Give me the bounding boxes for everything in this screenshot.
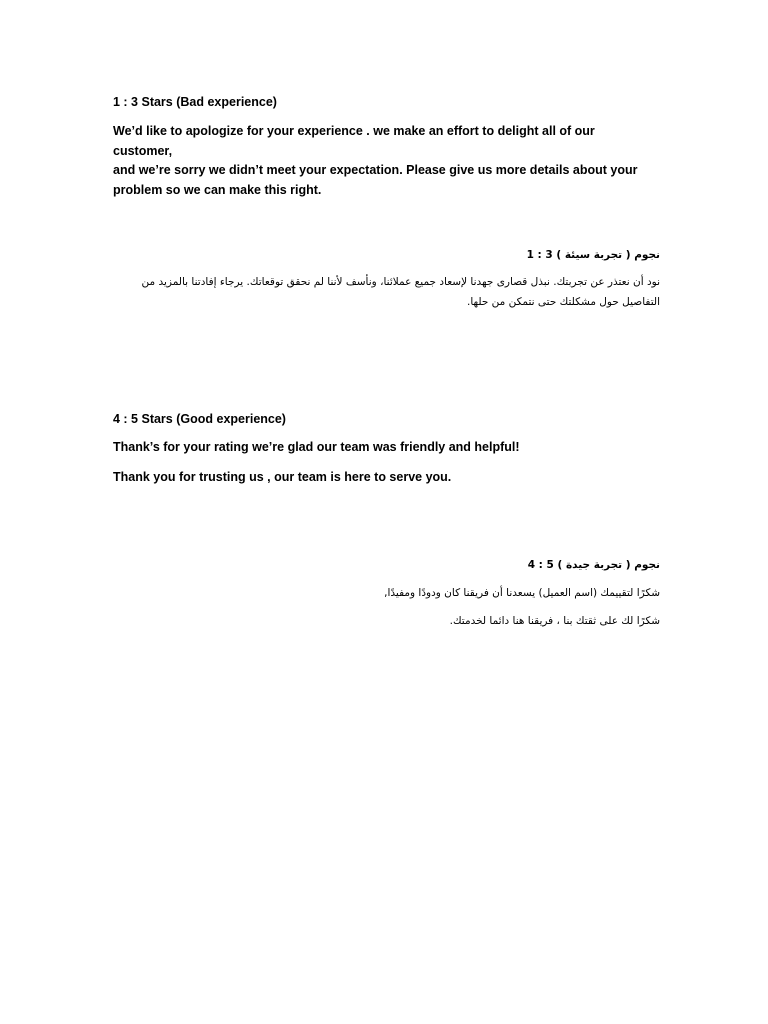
bad-experience-english-section (113, 93, 656, 200)
good-experience-arabic-section (108, 556, 660, 631)
good-experience-arabic-line-1: شكرًا لتقييمك (اسم العميل) يسعدنا أن فريقنا كان ودودًا ومفيدًا, (384, 587, 660, 599)
bad-experience-body-line-1: We’d like to apologize for your experience . we make an effort to delight all of our customer, (113, 124, 595, 158)
bad-experience-arabic-body-line-2: التفاصيل حول مشكلتك حتى نتمكن من حلها. (466, 296, 660, 308)
bad-experience-arabic-body-line-1: نود أن نعتذر عن تجربتك. نبذل قصارى جهدنا لإسعاد جميع عملائنا، ونأسف لأننا لم نحقق توقعاتك. يرجاء إفادتنا بالمزيد من (141, 276, 660, 288)
good-experience-arabic-line-2: شكرًا لك على ثقتك بنا ، فريقنا هنا دائما لخدمتك. (449, 615, 660, 627)
good-experience-line-1: Thank’s for your rating we’re glad our team was friendly and helpful! (113, 440, 520, 454)
good-experience-line-2: Thank you for trusting us , our team is here to serve you. (113, 469, 452, 484)
bad-experience-heading: 1 : 3 Stars (Bad experience) (113, 95, 277, 109)
bad-experience-body-line-2: and we’re sorry we didn’t meet your expectation. Please give us more details about your (113, 163, 638, 177)
good-experience-arabic-heading: نجوم ( تجربة جيدة ) 5 : 4 (527, 559, 660, 571)
good-experience-heading: 4 : 5 Stars (Good experience) (113, 412, 286, 426)
good-experience-english-section (113, 410, 656, 487)
bad-experience-body-line-3: problem so we can make this right. (113, 182, 322, 197)
bad-experience-arabic-heading: نجوم ( تجربة سيئة ) 3 : 1 (526, 249, 660, 261)
bad-experience-arabic-section (108, 246, 660, 312)
